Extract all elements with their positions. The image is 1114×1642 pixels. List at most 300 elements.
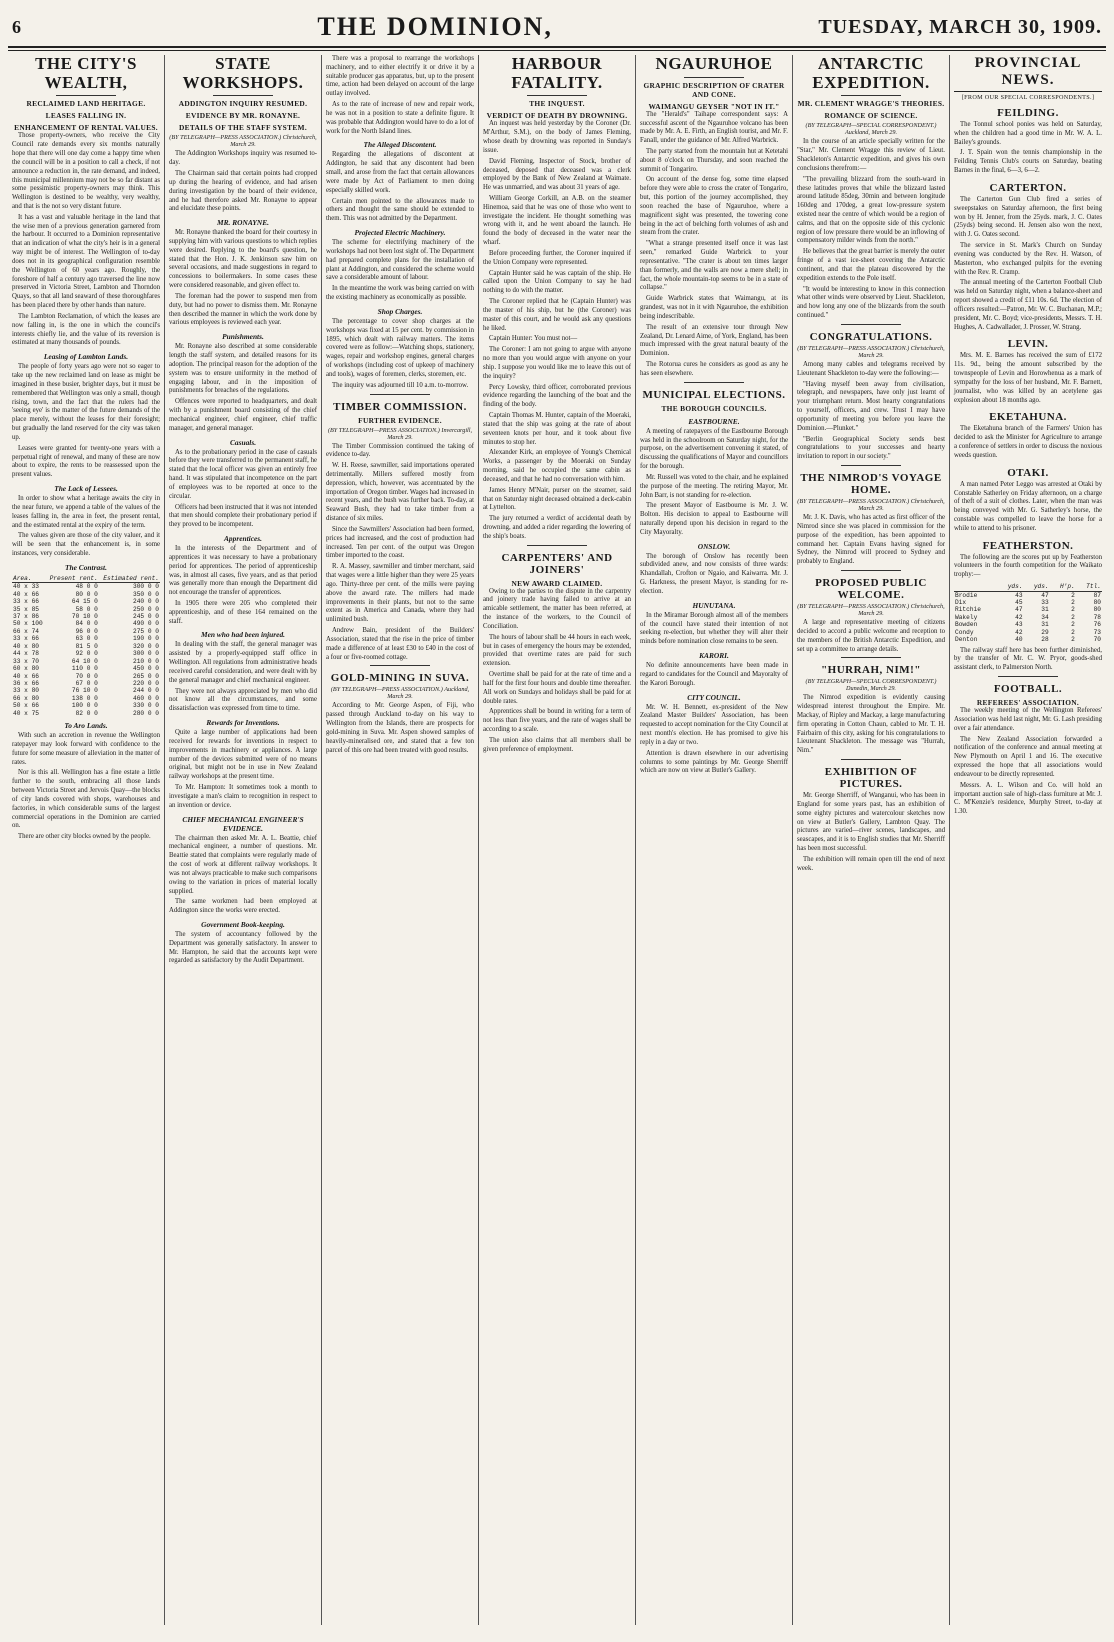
crosshead: Rewards for Inventions.: [206, 718, 280, 728]
score-row: [954, 614, 1102, 621]
headline: HARBOUR FATALITY.: [511, 55, 603, 92]
table-cell: 28: [1041, 636, 1049, 644]
paragraph: A man named Peter Leggo was arrested at Otaki by Constable Satherley on Friday afternoon, on a charge of theft of a suit of clothes. Later, when the man was being conveyed with Mr. G. Satherley's horse, the constable was compelled to leave the horse for a while to attend to his prisoner.: [954, 480, 1102, 532]
paragraph: The Rotorua cures he considers as good as any he has seen elsewhere.: [640, 361, 788, 377]
crosshead: Government Book-keeping.: [201, 920, 285, 929]
table-cell: 40 x 66: [13, 672, 39, 680]
table-cell: 76 10 0: [71, 687, 98, 695]
rent-row: [12, 650, 160, 657]
divider: [841, 324, 900, 325]
section-headline: TIMBER COMMISSION.: [333, 400, 467, 413]
table-cell: 2: [1071, 591, 1075, 599]
table-cell: 2: [1071, 621, 1075, 629]
column-workshops-timber: [322, 55, 479, 1625]
paragraph: The same workmen had been employed at Addington since the works were erected.: [169, 898, 317, 915]
score-row: [954, 636, 1102, 643]
dateline: (BY TELEGRAPH—SPECIAL CORRESPONDENT.) Auckland, March 29.: [805, 122, 937, 137]
paragraph: "It would be interesting to know in this connection what other winds were observed by Lieut. Shackleton, and how long any one of the blizzards from the south continued.": [797, 285, 945, 320]
section-headline: FOOTBALL.: [993, 683, 1063, 696]
table-cell: 84 0 0: [75, 620, 98, 628]
paragraph: The "Herald's" Taihape correspondent says: A successful ascent of the Ngauruhoe volcano has been made by Mr. A. E. Firth, an English tourist, and Mr. F. Fanall, under the guidance of Mr. Alfred Warbrick.: [640, 110, 788, 145]
paragraph: The Chairman said that certain points had cropped up during the hearing of evidence, and had arisen during investigation by the board of their evidence, and he had therefore asked Mr. Ronayne to appear and elucidate these points.: [169, 170, 317, 213]
subhead: LEASES FALLING IN.: [45, 111, 127, 121]
paragraph: The Carterton Gun Club fired a series of sweepstakes on Saturday afternoon, the first being won by H. Jenner, from the 25yds. mark, J. C. Oates (25yds) being second. H. Jensen also won the next, with J. G. Oates second.: [954, 195, 1102, 239]
rent-row: [12, 583, 160, 591]
dateline: (BY TELEGRAPH—SPECIAL CORRESPONDENT.) Dunedin, March 29.: [805, 678, 937, 693]
paragraph: The Nimrod expedition is evidently causing widespread interest throughout the Empire. Mr. Mackay, of Ripley and Mackay, a large manufacturing firm operating in Cotton Chaun, cabled to Mr. T. H. Fairbairn of this city, asking for his congratulations to Lieutenant Shackleton. The message was "Hurrah, Nim.": [797, 694, 945, 755]
paragraph: With such an accretion in revenue the Wellington ratepayer may look forward with confidence to the future for some measure of alleviation in the matter of rates.: [12, 732, 160, 766]
paragraph: Mr. J. K. Davis, who has acted as first officer of the Nimrod since she was placed in commission for the purpose of the expedition, has been appointed to command her. Captain Evans having signed for Sydney, the Nimrod will proceed to Sydney and probably to England.: [797, 514, 945, 566]
rent-row: [12, 665, 160, 672]
paragraph: The Lambton Reclamation, of which the leases are now falling in, is the one in which the council's interests chiefly lie, and the value of its reversion is estimated at many thousands of pounds.: [12, 312, 160, 347]
table-cell: 300 0 0: [133, 650, 159, 658]
table-cell: 70 10 0: [71, 613, 98, 620]
table-cell: 81 5 0: [75, 642, 98, 650]
rifle-scores-table: [954, 583, 1102, 644]
paragraph: The weekly meeting of the Wellington Referees' Association was held last night, Mr. G. Lash presiding over a fair attendance.: [954, 707, 1102, 732]
table-cell: 48 0 0: [75, 583, 98, 591]
lead: DETAILS OF THE STAFF SYSTEM.: [179, 123, 307, 133]
rent-row: [12, 673, 160, 680]
table-cell: 66 x 80: [13, 694, 39, 702]
dateline: (BY TELEGRAPH—PRESS ASSOCIATION.) Christchurch, March 29.: [169, 134, 317, 149]
subhead: GRAPHIC DESCRIPTION OF CRATER AND CONE.: [643, 80, 785, 99]
table-cell: 70 0 0: [75, 672, 98, 680]
paragraph: Overtime shall be paid for at the rate of time and a half for the first four hours and double time thereafter. All work on Sundays and holidays shall be paid for at double rates.: [483, 671, 631, 705]
paragraph: No definite announcements have been made in regard to candidates for the Council and Mayoralty of the Karori Borough.: [640, 662, 788, 687]
crosshead: The Alleged Discontent.: [363, 140, 437, 150]
paragraph: Captain Thomas M. Hunter, captain of the Moeraki, stated that the ship was going at the rate of about seventeen knots per hour, and it took about five minutes to stop her.: [483, 412, 631, 446]
paragraph: Percy Lowsky, third officer, corroborated previous evidence regarding the launching of the boat and the finding of the body.: [483, 383, 631, 409]
page-number: 6: [12, 16, 21, 37]
table-cell: 250 0 0: [133, 605, 159, 613]
crosshead: Apprentices.: [224, 534, 262, 544]
paragraph: Mr. Russell was voted to the chair, and he explained the purpose of the meeting. The retiring Mayor, Mr. John Barr, is not standing for re-election.: [640, 473, 788, 499]
score-row: [954, 591, 1102, 599]
table-header-cell: Ttl.: [1076, 583, 1102, 591]
paragraph: They were not always appreciated by men who did not know all the circumstances, and some dissatisfaction was expressed from time to time.: [169, 687, 317, 713]
section-headline: CONGRATULATIONS.: [809, 330, 933, 343]
paragraph: A meeting of ratepayers of the Eastbourne Borough was held in the schoolroom on Saturday night, for the purpose, on the advertisement convening it stated, of discussing the qualifications of Mayor and councillors for the borough.: [640, 427, 788, 471]
rent-row: [12, 613, 160, 620]
rent-row: [12, 695, 160, 702]
headline: THE CITY'S WEALTH,: [35, 55, 137, 92]
table-cell: 80: [1093, 599, 1101, 606]
column-ngauruhoe-municipal: [636, 55, 793, 1625]
table-cell: 45: [1015, 599, 1023, 606]
table-header-cell: yds.: [1024, 583, 1050, 591]
table-cell: 47: [1015, 606, 1023, 614]
paragraph: In the interests of the Department and of apprentices it was necessary to have a probationary period for apprentices. The period of apprenticeship was, in almost all cases, five years, and as that period was generally more than enough the Department did not encourage the transfer of apprentices.: [169, 545, 317, 597]
table-cell: 66 x 74: [13, 627, 39, 635]
table-cell: 64 15 0: [71, 598, 98, 606]
issue-date: TUESDAY, MARCH 30, 1909.: [818, 15, 1102, 38]
divider: [841, 657, 900, 658]
paragraph: R. A. Massey, sawmiller and timber merchant, said that wages were a little higher than they were 25 years ago. Thirty-three per cent. of the mills were paying above the award rate. The millers had made improvements in their plants, but not to the same extent as in America and Canada, where they had unlimited bush.: [326, 563, 474, 624]
paragraph: The jury returned a verdict of accidental death by drowning, and added a rider regarding the lowering of the ship's boats.: [483, 515, 631, 540]
paragraph: "The prevailing blizzard from the south-ward in these latitudes proves that while the blizzard lasted around latitude 85deg, 30min and between longitude 160deg and 170deg, a great low-pressure system existed near the centre of which would be a region of calms, and that on the opposite side of this cyclonic region of low pressure there would be an inflowing of compensatory milder winds from the north.": [797, 175, 945, 245]
paragraph: "Having myself been away from civilisation, telegraph, and newspapers, have only just learnt of your triumphant return. Most hearty congratulations to yourself, officers, and crew. Trust I may have opportunity of meeting you before you leave the Dominion.—Plunket.": [797, 380, 945, 432]
subhead: NEW AWARD CLAIMED.: [511, 578, 603, 588]
paragraph: It has a vast and valuable heritage in the land that the wise men of a previous generation garnered from the harbour. It occurred to a Dominion representative that an indication of what the city's heir is in a general way might be of interest. The Wellington of to-day does not in its geographical configuration resemble the Wellington of 60 years ago. Roughly, the foreshore of half a century ago traversed the line now preserved in Victoria Street, Lambton and Thorndon Quays, so that all land seaward of these thoroughfares has been placed there by other hands than nature.: [12, 213, 160, 310]
table-cell: 92 0 0: [75, 650, 98, 658]
table-cell: 220 0 0: [133, 679, 159, 687]
paragraph: The exhibition will remain open till the end of next week.: [797, 855, 945, 872]
subhead: REFEREES' ASSOCIATION.: [976, 698, 1080, 708]
columns-container: [8, 55, 1106, 1625]
table-cell: 2: [1071, 636, 1075, 644]
paragraph: Among many cables and telegrams received by Lieutenant Shackleton to-day were the following:—: [797, 360, 945, 377]
column-harbour-fatality: [479, 55, 636, 1625]
paragraph: Mr. George Sherriff, of Wanganui, who has been in England for some years past, has an exhibition of some eighty pictures and watercolour sketches now on view at Butler's Gallery, Lambton Quay. The pictures are varied—river scenes, landscapes, and seascapes, and it is to English studies that Mr. Sherriff has been most successful.: [797, 792, 945, 853]
table-cell: Denton: [955, 636, 978, 644]
paragraph: The Timber Commission continued the taking of evidence to-day.: [326, 442, 474, 459]
crosshead: CHIEF MECHANICAL ENGINEER'S EVIDENCE.: [182, 814, 304, 833]
rent-row: [12, 710, 160, 717]
crosshead: To Aro Lands.: [64, 721, 108, 731]
crosshead: FEATHERSTON.: [982, 539, 1074, 552]
table-cell: Dix: [955, 599, 967, 606]
table-cell: 244 0 0: [133, 687, 159, 695]
crosshead: Leasing of Lambton Lands.: [43, 352, 129, 362]
table-cell: 280 0 0: [133, 709, 159, 717]
table-cell: 78: [1093, 613, 1101, 621]
table-cell: 40: [1015, 636, 1023, 644]
table-header-cell: Present rent.: [46, 575, 99, 583]
table-cell: 43: [1015, 621, 1023, 629]
table-cell: 33: [1041, 599, 1049, 606]
rent-row: [12, 591, 160, 598]
table-cell: 245 0 0: [133, 613, 159, 620]
paragraph: Alexander Kirk, an employee of Young's Chemical Works, a passenger by the Moeraki on Sunday morning, said he occupied the same cabin as deceased, and that he had no conversation with him.: [483, 449, 631, 483]
paragraph: The foreman had the power to suspend men from duty, but had no power to dismiss them. Mr. Ronayne then described the manner in which the work done by various employees is reviewed each year.: [169, 292, 317, 327]
paragraph: Mr. Ronayne thanked the board for their courtesy in supplying him with various questions to which replies were desired. Replying to the board's question, he stated that the Hon. J. K. Jenkinson saw him on several occasions, and made suggestions in regard to concessions to boilermakers. In some cases these were considered reasonable, and given effect to.: [169, 229, 317, 290]
table-cell: 2: [1071, 599, 1075, 606]
column-city-wealth: [8, 55, 165, 1625]
table-cell: 490 0 0: [133, 620, 159, 628]
subhead: THE INQUEST.: [529, 99, 585, 109]
table-cell: 2: [1071, 606, 1075, 614]
paragraph: The percentage to cover shop charges at the workshops was fixed at 15 per cent. by commission in 1895, which dealt with railway matters. The items covered were as follow:—Watching shops, stationery, wages, repair and workshop engines, general charges of workshops (including cost of upkeep of machinery and tools), wages of foremen, clerks, storemen, etc.: [326, 317, 474, 378]
table-title: The Contrast.: [65, 562, 107, 572]
paragraph: Attention is drawn elsewhere in our advertising columns to some paintings by Mr. George Sherriff which are now on view at Butler's Gallery.: [640, 749, 788, 775]
paragraph: The system of accountancy followed by the Department was generally satisfactory. In answer to Mr. Hampton, he said that the accounts kept were regarded as satisfactory by the Audit Department.: [169, 931, 317, 965]
table-cell: 64 10 0: [71, 657, 98, 665]
paragraph: Nor is this all. Wellington has a fine estate a little further to the south, embracing all those lands between Victoria Street and Jervois Quay—the blocks of city lands covered with shops, warehouses and factories, in which considerable sums of the largest commercial operations in the Dominion are carried on.: [12, 769, 160, 830]
paragraph: The chairman then asked Mr. A. L. Beattie, chief mechanical engineer, a number of questions. Mr. Beattie stated that complaints were regularly made of the cost of work at different railway workshops. It was not always practicable to make such comparisons owing to the variation in prices of material locally supplied.: [169, 834, 317, 895]
paragraph: The borough of Onslow has recently been subdivided anew, and now consists of three wards: Khandallah, Crofton or Ngaio, and Kaiwarra. Mr. J. G. Harkness, the present Mayor, is standing for re-election.: [640, 552, 788, 595]
paragraph: Captain Hunter: You must not—: [489, 335, 578, 343]
table-cell: 80 0 0: [75, 590, 98, 598]
table-cell: 300 0 0: [133, 583, 159, 591]
table-cell: 40 x 33: [13, 583, 39, 591]
rent-table: [12, 575, 160, 717]
table-cell: 82 0 0: [75, 709, 98, 717]
dateline: (BY TELEGRAPH—PRESS ASSOCIATION.) Invercargill, March 29.: [327, 426, 473, 441]
divider: [841, 570, 900, 571]
table-cell: 40 x 75: [13, 709, 39, 717]
section-headline: CARPENTERS' AND JOINERS': [501, 551, 613, 576]
table-header-cell: [954, 583, 997, 591]
table-header-cell: Estimated rent.: [99, 575, 160, 583]
paragraph: The inquiry was adjourned till 10 a.m. to-morrow.: [332, 381, 469, 389]
table-cell: 100 0 0: [71, 702, 98, 710]
table-cell: 50 x 66: [13, 702, 39, 710]
table-cell: 2: [1071, 613, 1075, 621]
table-cell: 350 0 0: [133, 590, 159, 598]
table-cell: 240 0 0: [133, 598, 159, 606]
lead: ROMANCE OF SCIENCE.: [824, 111, 918, 121]
paragraph: The Tonnul school ponies was held on Saturday, when the children had a good time in Mr. W. A. L. Bailey's grounds.: [954, 121, 1102, 146]
divider: [998, 676, 1057, 677]
paragraph: Officers had been instructed that it was not intended that men should complete their probationary period if they proved to be incompetent.: [169, 503, 317, 529]
paragraph: The New Zealand Association forwarded a notification of the conference and annual meeting at New Plymouth on April 1 and 16. The executive expressed the hope that all associations would endeavour to be directly represented.: [954, 735, 1102, 778]
paragraph: Andrew Bain, president of the Builders' Association, stated that the rise in the price of timber made a difference of at least £30 to £40 in the cost of a four or five-roomed cottage.: [326, 627, 474, 661]
paragraph: In 1905 there were 205 who completed their apprenticeship, and of these 164 remained on the staff.: [169, 599, 317, 625]
column-provincial-news: [950, 55, 1106, 1625]
paragraph: He believes that the great barrier is merely the outer fringe of a vast ice-sheet covering the Antarctic continent, and that the plateau discovered by the expedition extends to the Pole itself.: [797, 248, 945, 282]
paragraph: Offences were reported to headquarters, and dealt with by a punishment board consisting of the chief mechanical engineer, chief engineer, chief traffic manager, and general manager.: [169, 398, 317, 432]
crosshead: Casuals.: [229, 437, 257, 447]
divider: [684, 382, 743, 383]
paragraph: J. T. Spain won the tennis championship in the Feilding Tennis Club's courts on Saturday, beating Barnes in the final, 6—3, 6—2.: [954, 149, 1102, 175]
subhead: ADDINGTON INQUIRY RESUMED.: [178, 99, 308, 109]
table-cell: 34: [1041, 613, 1049, 621]
table-cell: 138 0 0: [71, 694, 98, 702]
section-headline: GOLD-MINING IN SUVA.: [330, 672, 470, 685]
table-header-cell: yds.: [997, 583, 1023, 591]
rent-row: [12, 658, 160, 665]
crosshead: LEVIN.: [1007, 338, 1049, 351]
divider: [370, 665, 429, 666]
table-cell: 31: [1041, 606, 1049, 614]
rent-row: [12, 687, 160, 694]
rent-row: [12, 643, 160, 650]
table-cell: 67 0 0: [75, 679, 98, 687]
score-row: [954, 629, 1102, 636]
table-cell: 96 0 0: [75, 627, 98, 635]
newspaper-title: THE DOMINION,: [317, 12, 553, 41]
paragraph: The party started from the mountain hut at Ketetahi about 8 o'clock on Thursday, and soon reached the summit of Tongariro.: [640, 148, 788, 173]
paragraph: Guide Warbrick states that Waimangu, at its grandest, was not in it with Ngauruhoe, the exhibition being indescribable.: [640, 295, 788, 320]
paragraph: William George Corkill, an A.B. on the steamer Hinemoa, said that he was one of those who went to investigate the incident. He thought something was wrong with it, and he went aboard the launch. He found the body of deceased in the water near the wharf.: [483, 195, 631, 247]
crosshead: HUNUTANA.: [692, 600, 736, 610]
column-antarctic: [793, 55, 950, 1625]
paragraph: The scheme for electrifying machinery of the workshops had not been lost sight of. The Department had prepared complete plans for the installation of plant at Addington, and considered the scheme would save a considerable amount of labour.: [326, 239, 474, 282]
headline: ANTARCTIC EXPEDITION.: [812, 55, 930, 92]
newspaper-page: [8, 8, 1106, 1634]
section-headline: THE NIMROD'S VOYAGE HOME.: [800, 472, 942, 497]
table-cell: 110 0 0: [71, 665, 98, 673]
paragraph: Apprentices shall be bound in writing for a term of not less than five years, and the rate of wages shall be according to a scale.: [483, 708, 631, 734]
table-cell: 60 x 80: [13, 665, 39, 673]
crosshead: FEILDING.: [997, 107, 1059, 119]
paragraph: The Coroner: I am not going to argue with anyone no more than you would argue with anyone on your ship. I suppose you would like me to leave this out of the inquiry?: [483, 346, 631, 380]
crosshead: Projected Electric Machinery.: [354, 228, 446, 238]
paragraph: An inquest was held yesterday by the Coroner (Dr. M'Arthur, S.M.), on the body of James Fleming, whose death by drowning was reported in Sunday's issue.: [483, 120, 631, 154]
crosshead: ONSLOW.: [697, 541, 731, 551]
score-row: [954, 599, 1102, 606]
divider: [841, 95, 900, 96]
paragraph: The result of an extensive tour through New Zealand, Dr. Lenard Aime, of York, England, has been much impressed with the great natural beauty of the Dominion.: [640, 323, 788, 358]
section-headline: PROPOSED PUBLIC WELCOME.: [815, 577, 927, 602]
crosshead: EKETAHUNA.: [989, 411, 1067, 424]
section-headline: MUNICIPAL ELECTIONS.: [642, 388, 786, 401]
table-cell: 33 x 66: [13, 635, 39, 643]
lead: ENHANCEMENT OF RENTAL VALUES.: [14, 123, 158, 133]
headline: PROVINCIAL NEWS.: [954, 55, 1102, 92]
table-cell: 37 x 86: [13, 613, 39, 620]
crosshead: CARTERTON.: [989, 181, 1067, 194]
crosshead: CITY COUNCIL.: [687, 692, 741, 702]
paragraph: Quite a large number of applications had been received for rewards for inventions in respect to improvements in machinery or appliances. A large number of the devices submitted were of no means original, but might not be in use in New Zealand railway workshops at the present time.: [169, 729, 317, 781]
table-cell: 33 x 70: [13, 657, 39, 665]
headline: STATE WORKSHOPS.: [182, 55, 304, 92]
table-cell: 275 0 0: [133, 627, 159, 635]
table-cell: Condy: [955, 628, 974, 636]
crosshead: Shop Charges.: [377, 306, 423, 316]
rent-row: [12, 702, 160, 709]
crosshead: MR. RONAYNE.: [217, 218, 269, 228]
table-cell: 76: [1093, 621, 1101, 629]
table-cell: 40 x 66: [13, 590, 39, 598]
table-header-cell: H'p.: [1050, 583, 1076, 591]
paragraph: The Coroner replied that he (Captain Hunter) was the master of his ship, but he (the Coroner) was master of this court, and he would ask any questions he liked.: [483, 298, 631, 332]
divider: [684, 77, 743, 78]
paragraph: On account of the dense fog, some time elapsed before they were able to cross the crater of Tongariro, but, this portion of the journey accomplished, they soon reached the base of Ngauruhoe, where a magnificent sight was presented, the towering cone being in the act of belching forth volumes of ash and steam from the crater.: [640, 176, 788, 237]
crosshead: OTAKI.: [1007, 466, 1049, 479]
divider: [370, 394, 429, 395]
rent-row: [12, 606, 160, 613]
dateline: (BY TELEGRAPH—PRESS ASSOCIATION.) Christchurch, March 29.: [797, 603, 945, 618]
paragraph: There was a proposal to rearrange the workshops machinery, and to either electrify it or drive it by a suitable producer gas apparatus, but, up to the present time, action had been delayed on account of the large outlay involved.: [326, 55, 474, 98]
paragraph: In the meantime the work was being carried on with the existing machinery as economically as possible.: [326, 285, 474, 302]
paragraph: The service in St. Mark's Church on Sunday evening was conducted by the Rev. H. Watson, of Masterton, who exchanged pulpits for the evening with the Rev. R. Cramp.: [954, 242, 1102, 276]
subhead: RECLAIMED LAND HERITAGE.: [26, 99, 146, 109]
paragraph: "What a strange presented itself once it was last seen," remarked Guide Warbrick to your representative. "The crater is about ten times larger than formerly, and the walls are now a mere shell; in fact, the whole mountain-top seems to be in a state of collapse.": [640, 240, 788, 292]
lead: WAIMANGU GEYSER "NOT IN IT.": [648, 101, 780, 111]
table-cell: 33 x 80: [13, 687, 39, 695]
rent-row: [12, 635, 160, 642]
table-cell: 43: [1015, 591, 1023, 599]
paragraph: The annual meeting of the Carterton Football Club was held on Saturday night, when a balance-sheet and report showed a credit of £11 10s. 6d. The election of officers resulted:—Patron, Mr. W. C. Buchanan, M.P.; president, Mr. C. Boyd; vice-presidents, Messrs. T. H. Hughes, A. Cadwallader, J. Prosser, W. Strang.: [954, 279, 1102, 331]
table-header-cell: Area.: [12, 575, 46, 583]
paragraph: The hours of labour shall be 44 hours in each week, but in cases of emergency the hours may be extended, provided that overtime rates are paid for such extension.: [483, 633, 631, 668]
paragraph: Mr. W. H. Bennett, ex-president of the New Zealand Master Builders' Association, has been requested to accept nomination for the City Council at next month's election. He has promised to give his reply in a day or two.: [640, 703, 788, 746]
crosshead: EASTBOURNE.: [688, 416, 740, 426]
rent-row: [12, 598, 160, 605]
table-cell: 63 0 0: [75, 635, 98, 643]
paragraph: The Addington Workshops inquiry was resumed to-day.: [169, 150, 317, 167]
paragraph: To Mr. Hampton: It sometimes took a month to investigate a man's claim to recognition in respect to an invention or device.: [169, 784, 317, 809]
table-cell: 35 x 85: [13, 605, 39, 613]
table-cell: 33 x 66: [13, 598, 39, 606]
paragraph: Certain men pointed to the allowances made to others and thought the same should be extended to them. This was not admitted by the Department.: [326, 197, 474, 223]
table-cell: Brodie: [955, 591, 978, 599]
crosshead: The Lack of Lessees.: [54, 484, 118, 494]
paragraph: Since the Sawmillers' Association had been formed, prices had increased, and the cost of production had increased. Ten per cent. of the output was Oregon timber imported to the coast.: [326, 525, 474, 560]
table-cell: 460 0 0: [133, 694, 159, 702]
table-cell: 265 0 0: [133, 672, 159, 680]
divider: [841, 759, 900, 760]
crosshead: KARORI.: [699, 651, 729, 661]
bracket-note: [FROM OUR SPECIAL CORRESPONDENTS.]: [961, 94, 1095, 101]
paragraph: There are other city blocks owned by the people.: [18, 833, 151, 841]
rent-row: [12, 628, 160, 635]
rent-row: [12, 620, 160, 627]
table-cell: 2: [1071, 628, 1075, 636]
table-cell: 29: [1041, 628, 1049, 636]
table-cell: 87: [1093, 591, 1101, 599]
subhead: MR. CLEMENT WRAGGE'S THEORIES.: [797, 99, 945, 109]
subhead: EVIDENCE BY MR. RONAYNE.: [185, 111, 301, 121]
paragraph: "Berlin Geographical Society sends best congratulations to your successes and hearty invitation to report in our society.": [797, 435, 945, 461]
score-row: [954, 621, 1102, 628]
section-headline: EXHIBITION OF PICTURES.: [824, 766, 918, 791]
divider: [213, 95, 272, 96]
table-cell: 210 0 0: [133, 657, 159, 665]
section-headline: "HURRAH, NIM!": [821, 664, 921, 677]
table-cell: 44 x 78: [13, 650, 39, 658]
rent-row: [12, 680, 160, 687]
divider: [527, 95, 586, 96]
table-cell: 320 0 0: [133, 642, 159, 650]
table-cell: 47: [1041, 591, 1049, 599]
paragraph: The railway staff here has been further diminished, by the transfer of Mr. C. W. Pryor, goods-shed assistant clerk, to Palmerston North.: [954, 646, 1102, 672]
table-cell: 42: [1015, 628, 1023, 636]
column-state-workshops: [165, 55, 322, 1625]
paragraph: Before proceeding further, the Coroner inquired if the Union Company were represented.: [483, 249, 631, 266]
subhead: FURTHER EVIDENCE.: [358, 415, 442, 425]
paragraph: The values given are those of the city valuer, and it will be seen that the enhancement is, in some instances, very considerable.: [12, 532, 160, 557]
table-cell: Ritchie: [955, 606, 981, 614]
masthead: [8, 8, 1106, 48]
paragraph: Messrs. A. L. Wilson and Co. will hold an important auction sale of high-class furniture at Mr. J. C. M'Kenzie's residence, Murphy Street, to-day at 1.30.: [954, 781, 1102, 816]
paragraph: A large and representative meeting of citizens decided to accord a public welcome and reception to the members of the British Antarctic Expedition, and set up a committee to arrange details.: [797, 619, 945, 653]
table-cell: 70: [1093, 636, 1101, 644]
table-cell: 330 0 0: [133, 702, 159, 710]
paragraph: The Eketahuna branch of the Farmers' Union has decided to ask the Minister for Agriculture to arrange a conference of settlers in order to discuss the noxious weeds question.: [954, 425, 1102, 459]
paragraph: Leases were granted for twenty-one years with a perpetual right of renewal, and many of these are now about to expire, the rents to be reassessed upon the present values.: [12, 444, 160, 479]
table-cell: 36 x 66: [13, 679, 39, 687]
paragraph: Mr. Ronayne also described at some considerable length the staff system, and detailed reasons for its adoption. The principal reason for the adoption of the system was to ensure uniformity in the method of engaging labour, and in the imposition of punishments for breaches of the regulations.: [169, 343, 317, 395]
table-cell: 31: [1041, 621, 1049, 629]
divider: [56, 95, 115, 96]
table-cell: Bowden: [955, 621, 978, 629]
dateline: (BY TELEGRAPH—PRESS ASSOCIATION.) Auckland, March 29.: [330, 686, 470, 701]
paragraph: Regarding the allegations of discontent at Addington, he said that any discontent had been small, and arose from the fact that certain allowances were made by Act of Parliament to men doing especially skilled work.: [326, 151, 474, 194]
table-cell: 42: [1015, 613, 1023, 621]
table-cell: 73: [1093, 628, 1101, 636]
lead: VERDICT OF DEATH BY DROWNING.: [486, 111, 628, 121]
paragraph: In order to show what a heritage awaits the city in the near future, we append a table of the values of the leases falling in, the area in feet, the present rental, and the estimated rental at the expiry of the term.: [12, 495, 160, 529]
masthead-rule: [8, 48, 1106, 51]
paragraph: As to the probationary period in the case of casuals before they were transferred to the permanent staff, he stated that the local officer was given an entirely free hand. It was stipulated that incompetence on the part of employees was to be reported at once to the circular.: [169, 448, 317, 500]
crosshead: Punishments.: [222, 332, 264, 342]
paragraph: In the Miramar Borough almost all of the members of the council have stated their intention of not seeking re-election, but whether they will alter their minds before nomination close remains to be seen.: [640, 611, 788, 646]
paragraph: Captain Hunter said he was captain of the ship. He called upon the Union Company to say he had nothing to do with the matter.: [483, 269, 631, 295]
paragraph: Owing to the parties to the dispute in the carpentry and joinery trade having failed to arrive at an amicable settlement, the matter has been referred, at the instance of the workers, to the Council of Conciliation.: [483, 587, 631, 630]
divider: [527, 545, 586, 546]
paragraph: Mrs. M. E. Barnes has received the sum of £172 11s. 9d., being the amount subscribed by the townspeople of Levin and Horowhenua as a mark of sympathy for the loss of her husband, Mr. F. Barnett, journalist, who was killed by an acetylene gas explosion about 18 months ago.: [954, 352, 1102, 404]
table-cell: 190 0 0: [133, 635, 159, 643]
paragraph: The union also claims that all members shall be given preference of employment.: [483, 736, 631, 753]
paragraph: The present Mayor of Eastbourne is Mr. J. W. Bolton. His decision to appeal to Eastbourne will naturally depend upon his decision in regard to the City Mayoralty.: [640, 502, 788, 536]
subhead: THE BOROUGH COUNCILS.: [661, 403, 767, 413]
paragraph: David Fleming, Inspector of Stock, brother of deceased, deposed that deceased was a clerk employed by the Bank of New Zealand at Waimate. He was unmarried, and was about 31 years of age.: [483, 157, 631, 192]
dateline: (BY TELEGRAPH—PRESS ASSOCIATION.) Christchurch, March 29.: [797, 344, 945, 359]
score-row: [954, 606, 1102, 613]
